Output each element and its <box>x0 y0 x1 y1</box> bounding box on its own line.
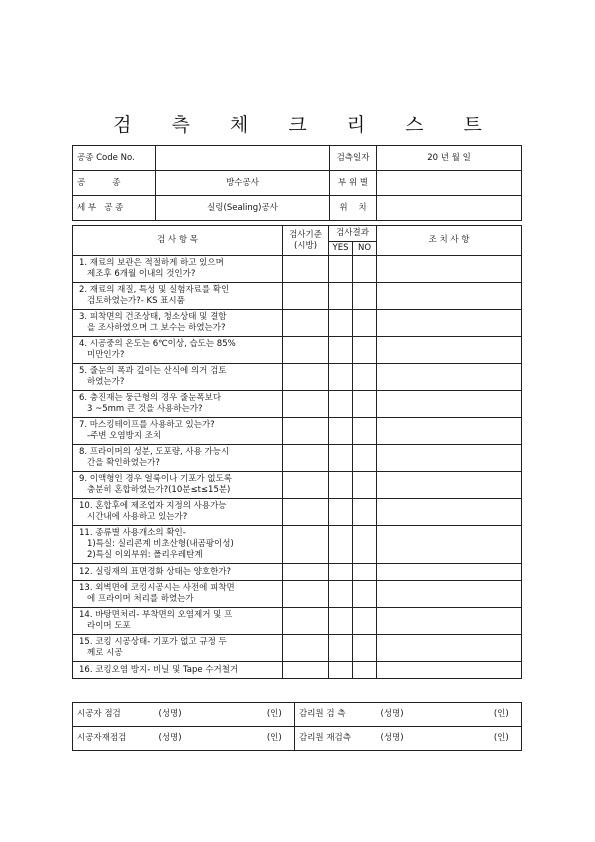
standard-cell[interactable] <box>283 608 329 635</box>
standard-cell[interactable] <box>283 499 329 526</box>
supervisor-seal[interactable]: (인) <box>482 703 522 727</box>
no-cell[interactable] <box>353 418 377 445</box>
action-cell[interactable] <box>377 564 522 581</box>
checklist-item-line: 미만인가? <box>87 350 125 360</box>
no-cell[interactable] <box>353 256 377 283</box>
standard-cell[interactable] <box>283 662 329 679</box>
checklist-item-line: 16. 코킹오염 방지- 비닐 및 Tape 수거철거 <box>79 664 239 675</box>
table-row <box>73 635 522 662</box>
no-cell[interactable] <box>353 526 377 564</box>
checklist-item-line: 11. 종류별 사용개소의 확인- <box>79 528 186 538</box>
standard-cell[interactable] <box>283 472 329 499</box>
action-cell[interactable] <box>377 445 522 472</box>
checklist-item-line: 3 ~5mm 큰 것을 사용하는가? <box>87 404 203 414</box>
yes-cell[interactable] <box>329 310 353 337</box>
checklist-item <box>73 608 283 635</box>
checklist-item <box>73 391 283 418</box>
table-row <box>73 310 522 337</box>
standard-cell[interactable] <box>283 256 329 283</box>
table-row <box>73 283 522 310</box>
yes-cell[interactable] <box>329 564 353 581</box>
table-row <box>73 608 522 635</box>
detail-field[interactable]: 실링(Sealing)공사 <box>156 196 330 221</box>
action-cell[interactable] <box>377 526 522 564</box>
no-cell[interactable] <box>353 391 377 418</box>
detail-label: 세 부 공 종 <box>73 196 156 221</box>
part-field[interactable] <box>377 171 522 196</box>
checklist-item <box>73 283 283 310</box>
action-header: 조 치 사 항 <box>377 226 522 256</box>
supervisor-recheck-name-field[interactable]: (성명) <box>377 727 482 751</box>
checklist-item-line: 검토하였는가?- KS 표시품 <box>87 296 185 306</box>
standard-cell[interactable] <box>283 391 329 418</box>
supervisor-recheck-seal[interactable]: (인) <box>482 727 522 751</box>
no-cell[interactable] <box>353 581 377 608</box>
yes-cell[interactable] <box>329 472 353 499</box>
code-label: 공종 Code No. <box>73 146 156 171</box>
checklist-item-line: 14. 바탕면처리- 부착면의 오염제거 및 프 <box>79 610 233 620</box>
standard-header <box>283 226 329 256</box>
no-cell[interactable] <box>353 337 377 364</box>
info-table <box>72 145 522 221</box>
no-cell[interactable] <box>353 608 377 635</box>
checklist-item <box>73 445 283 472</box>
supervisor-name-field[interactable]: (성명) <box>377 703 482 727</box>
location-label: 위 치 <box>330 196 377 221</box>
action-cell[interactable] <box>377 499 522 526</box>
checklist-item <box>73 635 283 662</box>
table-row <box>73 391 522 418</box>
yes-cell[interactable] <box>329 526 353 564</box>
table-row <box>73 364 522 391</box>
yes-cell[interactable] <box>329 662 353 679</box>
checklist-body <box>73 256 522 679</box>
standard-cell[interactable] <box>283 418 329 445</box>
standard-cell[interactable] <box>283 337 329 364</box>
no-header: NO <box>353 242 377 256</box>
table-row <box>73 564 522 581</box>
standard-header-line1: 검사기준 <box>289 229 322 240</box>
checklist-item-line: 4. 시공중의 온도는 6℃이상, 습도는 85% <box>79 339 236 349</box>
contractor-recheck-seal[interactable]: (인) <box>255 727 295 751</box>
yes-cell[interactable] <box>329 445 353 472</box>
checklist-item-line: 13. 외벽면에 코킹시공시는 사전에 피착면 <box>79 583 235 593</box>
result-header: 검사결과 <box>329 226 377 242</box>
checklist-item-line: 2)특실 이외부위: 폴리우레탄계 <box>87 550 203 560</box>
action-cell[interactable] <box>377 391 522 418</box>
table-row <box>73 581 522 608</box>
no-cell[interactable] <box>353 499 377 526</box>
items-header: 검 사 항 목 <box>73 226 283 256</box>
yes-cell[interactable] <box>329 608 353 635</box>
checklist-item-line: 9. 이액형인 경우 얼룩이나 기포가 없도록 <box>79 474 232 484</box>
standard-cell[interactable] <box>283 310 329 337</box>
checklist-item-line: 2. 재료의 재질, 특성 및 실험자료를 확인 <box>79 285 230 295</box>
standard-cell[interactable] <box>283 283 329 310</box>
table-row <box>73 445 522 472</box>
yes-cell[interactable] <box>329 364 353 391</box>
date-label: 검측일자 <box>330 146 377 171</box>
contractor-recheck-name-field[interactable]: (성명) <box>155 727 255 751</box>
yes-cell[interactable] <box>329 256 353 283</box>
checklist-item <box>73 499 283 526</box>
checklist-item-line: 6. 충진재는 둥근형의 경우 줄눈폭보다 <box>79 393 222 403</box>
standard-cell[interactable] <box>283 445 329 472</box>
table-row <box>73 526 522 564</box>
table-row <box>73 472 522 499</box>
no-cell[interactable] <box>353 445 377 472</box>
yes-cell[interactable] <box>329 391 353 418</box>
table-row <box>73 337 522 364</box>
date-field[interactable]: 20 년 월 일 <box>377 146 522 171</box>
no-cell[interactable] <box>353 364 377 391</box>
checklist-item-line: 15. 코킹 시공상태- 기포가 없고 규정 두 <box>79 637 227 647</box>
work-label: 공 종 <box>73 171 156 196</box>
checklist-item <box>73 364 283 391</box>
checklist-item <box>73 418 283 445</box>
checklist-item-line: 충분히 혼합하였는가?(10분≤t≤15분) <box>87 485 231 495</box>
checklist-item-line: 시간내에 사용하고 있는가? <box>87 512 188 522</box>
checklist-item <box>73 526 283 564</box>
checklist-item-line: 1)특실: 실리콘계 비초산형(내곰팡이성) <box>87 539 234 549</box>
checklist-item-line: 3. 피착면의 건조상태, 청소상태 및 결함 <box>79 312 227 322</box>
action-cell[interactable] <box>377 581 522 608</box>
action-cell[interactable] <box>377 418 522 445</box>
no-cell[interactable] <box>353 662 377 679</box>
contractor-check-label: 시공자 점검 <box>73 703 155 727</box>
supervisor-recheck-label: 감리원 재검측 <box>295 727 377 751</box>
checklist-item-line: 8. 프라이머의 성분, 도포량, 사용 가능시 <box>79 447 230 457</box>
action-cell[interactable] <box>377 662 522 679</box>
table-row <box>73 662 522 679</box>
action-cell[interactable] <box>377 256 522 283</box>
yes-cell[interactable] <box>329 337 353 364</box>
checklist-item <box>73 581 283 608</box>
action-cell[interactable] <box>377 472 522 499</box>
checklist-item <box>73 310 283 337</box>
contractor-recheck-label: 시공자재점검 <box>73 727 155 751</box>
supervisor-check-label: 감리원 검 측 <box>295 703 377 727</box>
standard-cell[interactable] <box>283 364 329 391</box>
standard-header-line2: (시방) <box>293 240 318 251</box>
checklist-item-line: 5. 줄눈의 폭과 깊이는 산식에 의거 검토 <box>79 366 227 376</box>
no-cell[interactable] <box>353 472 377 499</box>
standard-cell[interactable] <box>283 635 329 662</box>
code-field[interactable] <box>156 146 330 171</box>
action-cell[interactable] <box>377 337 522 364</box>
checklist-item-line: 제조후 6개월 이내의 것인가? <box>87 269 196 279</box>
contractor-seal[interactable]: (인) <box>255 703 295 727</box>
checklist-table <box>72 225 522 679</box>
no-cell[interactable] <box>353 635 377 662</box>
signature-table <box>72 702 522 751</box>
work-field[interactable]: 방수공사 <box>156 171 330 196</box>
checklist-item-line: 하였는가? <box>87 377 125 387</box>
yes-cell[interactable] <box>329 283 353 310</box>
checklist-item <box>73 337 283 364</box>
checklist-item-line: -주변 오염방지 조치 <box>87 431 162 441</box>
no-cell[interactable] <box>353 310 377 337</box>
action-cell[interactable] <box>377 310 522 337</box>
action-cell[interactable] <box>377 608 522 635</box>
part-label: 부 위 별 <box>330 171 377 196</box>
yes-cell[interactable] <box>329 635 353 662</box>
page-title: 검 측 체 크 리 스 트 <box>113 114 499 136</box>
checklist-item-line: 께로 시공 <box>87 648 123 658</box>
yes-cell[interactable] <box>329 499 353 526</box>
no-cell[interactable] <box>353 283 377 310</box>
contractor-name-field[interactable]: (성명) <box>155 703 255 727</box>
yes-header: YES <box>329 242 353 256</box>
checklist-item-line: 7. 마스킹테이프를 사용하고 있는가? <box>79 420 215 430</box>
standard-cell[interactable] <box>283 526 329 564</box>
standard-cell[interactable] <box>283 581 329 608</box>
yes-cell[interactable] <box>329 418 353 445</box>
yes-cell[interactable] <box>329 581 353 608</box>
no-cell[interactable] <box>353 564 377 581</box>
action-cell[interactable] <box>377 283 522 310</box>
checklist-item <box>73 256 283 283</box>
checklist-item <box>73 472 283 499</box>
checklist-item <box>73 662 283 679</box>
action-cell[interactable] <box>377 364 522 391</box>
checklist-item-line: 12. 실링재의 표면경화 상태는 양호한가? <box>79 566 232 577</box>
checklist-item-line: 에 프라이머 처리를 하였는가 <box>87 594 194 604</box>
checklist-item-line: 간을 확인하였는가? <box>87 458 160 468</box>
checklist-item-line: 을 조사하였으며 그 보수는 하였는가? <box>87 323 226 333</box>
table-row <box>73 499 522 526</box>
location-field[interactable] <box>377 196 522 221</box>
table-row <box>73 418 522 445</box>
checklist-item-line: 1. 재료의 보관은 적절하게 하고 있으며 <box>79 258 224 268</box>
checklist-item-line: 10. 혼합후에 제조업자 지정의 사용가능 <box>79 501 227 511</box>
action-cell[interactable] <box>377 635 522 662</box>
checklist-item-line: 라이머 도포 <box>87 621 131 631</box>
table-row <box>73 256 522 283</box>
standard-cell[interactable] <box>283 564 329 581</box>
checklist-item <box>73 564 283 581</box>
